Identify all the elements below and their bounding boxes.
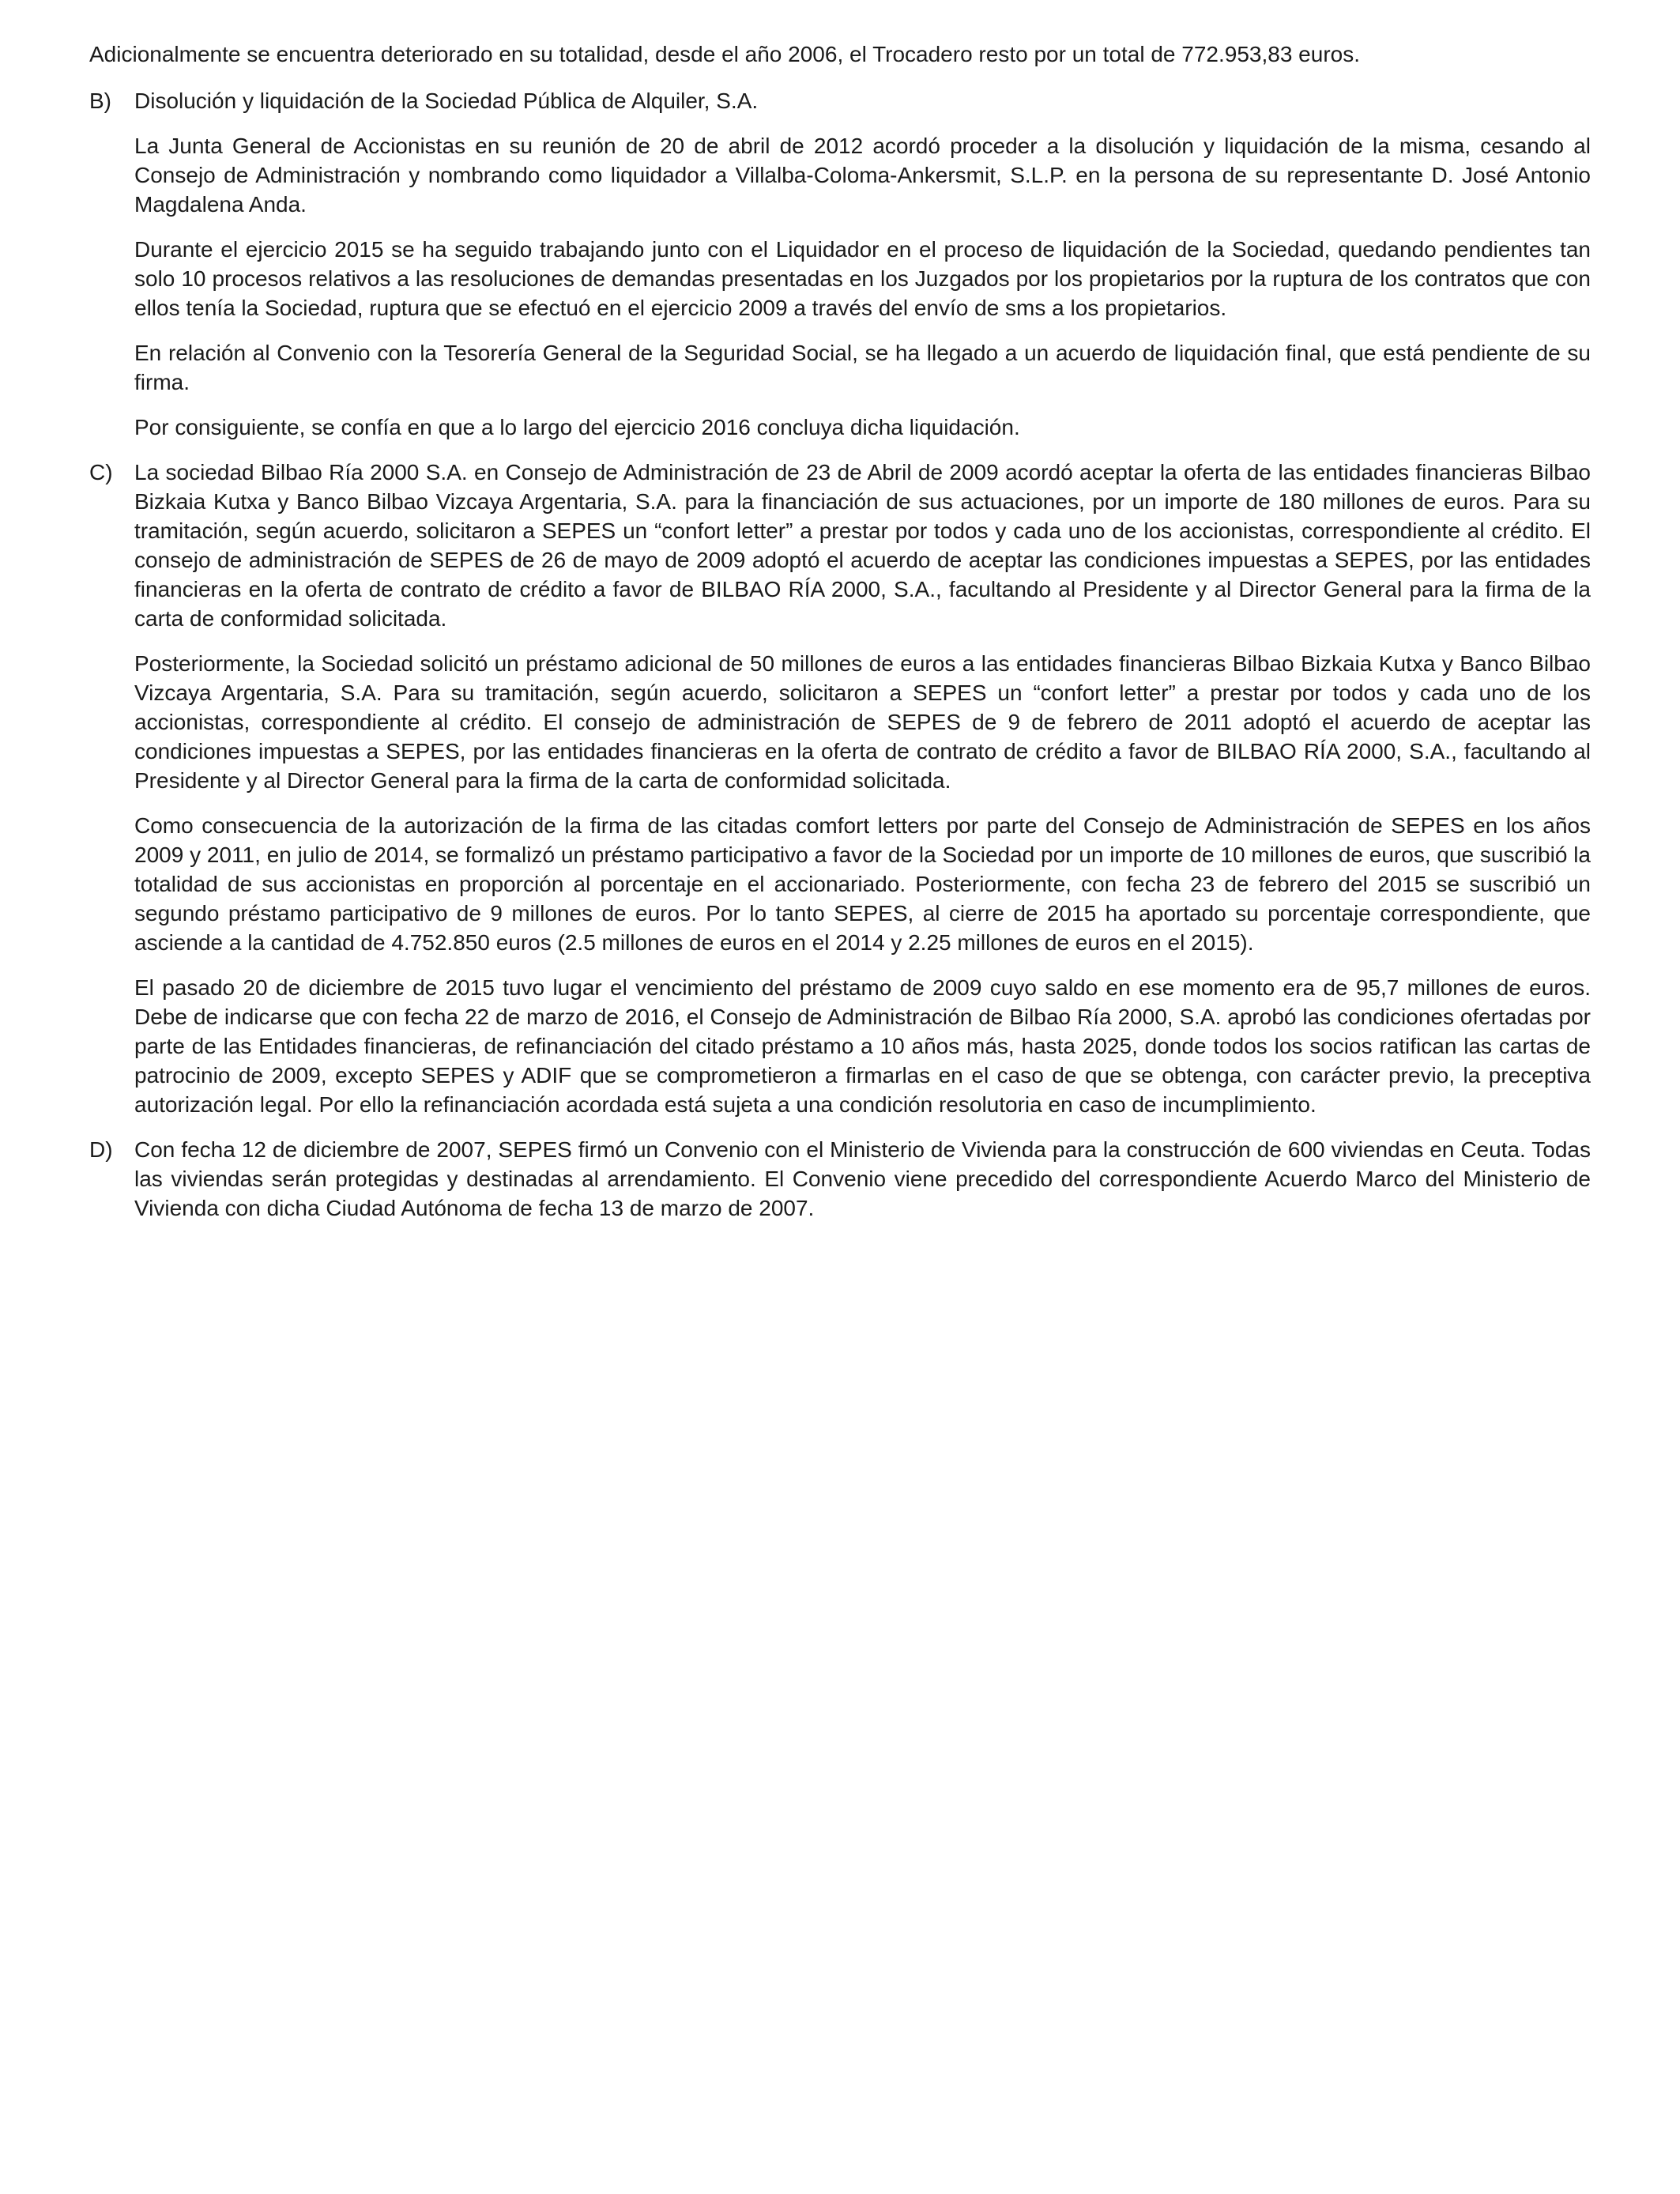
section-c	[89, 458, 1591, 1135]
section-c-paragraph-3: Como consecuencia de la autorización de la firma de las citadas comfort letters por parte del Consejo de Administración de SEPES en los años 2009 y 2011, en julio de 2014, se formalizó un préstamo participativo a favor de la Sociedad por un importe de 10 millones de euros, que suscribió la totalidad de sus accionistas en proporción al porcentaje en el accionariado. Posteriormente, con fecha 23 de febrero del 2015 se suscribió un segundo préstamo participativo de 9 millones de euros. Por lo tanto SEPES, al cierre de 2015 ha aportado su porcentaje correspondiente, que asciende a la cantidad de 4.752.850 euros (2.5 millones de euros en el 2014 y 2.25 millones de euros en el 2015).	[134, 813, 1591, 955]
section-b-content	[134, 86, 1591, 458]
section-c-paragraph-2: Posteriormente, la Sociedad solicitó un préstamo adicional de 50 millones de euros a las entidades financieras Bilbao Bizkaia Kutxa y Banco Bilbao Vizcaya Argentaria, S.A. Para su tramitación, según acuerdo, solicitaron a SEPES un “confort letter” a prestar por todos y cada uno de los accionistas, correspondiente al crédito. El consejo de administración de SEPES de 9 de febrero de 2011 adoptó el acuerdo de aceptar las condiciones impuestas a SEPES, por las entidades financieras en la oferta de contrato de crédito a favor de BILBAO RÍA 2000, S.A., facultando al Presidente y al Director General para la firma de la carta de conformidad solicitada.	[134, 651, 1591, 793]
section-c-content	[134, 458, 1591, 1135]
section-b-heading: Disolución y liquidación de la Sociedad Pública de Alquiler, S.A.	[134, 89, 759, 113]
section-d-content	[134, 1135, 1591, 1238]
section-d	[89, 1135, 1591, 1238]
section-c-label: C)	[89, 460, 113, 484]
section-b-paragraph-2: Durante el ejercicio 2015 se ha seguido trabajando junto con el Liquidador en el proceso de liquidación de la Sociedad, quedando pendientes tan solo 10 procesos relativos a las resoluciones de demandas presentadas en los Juzgados por los propietarios por la ruptura de los contratos que con ellos tenía la Sociedad, ruptura que se efectuó en el ejercicio 2009 a través del envío de sms a los propietarios.	[134, 237, 1591, 320]
section-b-label: B)	[89, 89, 111, 113]
section-d-label: D)	[89, 1137, 113, 1162]
intro-paragraph: Adicionalmente se encuentra deteriorado en su totalidad, desde el año 2006, el Trocadero resto por un total de 772.953,83 euros.	[89, 42, 1360, 66]
section-b	[89, 86, 1591, 458]
section-b-paragraph-3: En relación al Convenio con la Tesorería General de la Seguridad Social, se ha llegado a un acuerdo de liquidación final, que está pendiente de su firma.	[134, 341, 1591, 394]
section-b-paragraph-4: Por consiguiente, se confía en que a lo largo del ejercicio 2016 concluya dicha liquidación.	[134, 415, 1020, 439]
section-b-paragraph-1: La Junta General de Accionistas en su reunión de 20 de abril de 2012 acordó proceder a la disolución y liquidación de la misma, cesando al Consejo de Administración y nombrando como liquidador a Villalba-Coloma-Ankersmit, S.L.P. en la persona de su representante D. José Antonio Magdalena Anda.	[134, 134, 1591, 217]
section-c-paragraph-1: La sociedad Bilbao Ría 2000 S.A. en Consejo de Administración de 23 de Abril de 2009 acordó aceptar la oferta de las entidades financieras Bilbao Bizkaia Kutxa y Banco Bilbao Vizcaya Argentaria, S.A. para la financiación de sus actuaciones, por un importe de 180 millones de euros. Para su tramitación, según acuerdo, solicitaron a SEPES un “confort letter” a prestar por todos y cada uno de los accionistas, correspondiente al crédito. El consejo de administración de SEPES de 26 de mayo de 2009 adoptó el acuerdo de aceptar las condiciones impuestas a SEPES, por las entidades financieras en la oferta de contrato de crédito a favor de BILBAO RÍA 2000, S.A., facultando al Presidente y al Director General para la firma de la carta de conformidad solicitada.	[134, 460, 1591, 631]
section-d-paragraph-1: Con fecha 12 de diciembre de 2007, SEPES firmó un Convenio con el Ministerio de Vivienda para la construcción de 600 viviendas en Ceuta. Todas las viviendas serán protegidas y destinadas al arrendamiento. El Convenio viene precedido del correspondiente Acuerdo Marco del Ministerio de Vivienda con dicha Ciudad Autónoma de fecha 13 de marzo de 2007.	[134, 1137, 1591, 1220]
section-c-paragraph-4: El pasado 20 de diciembre de 2015 tuvo lugar el vencimiento del préstamo de 2009 cuyo saldo en ese momento era de 95,7 millones de euros. Debe de indicarse que con fecha 22 de marzo de 2016, el Consejo de Administración de Bilbao Ría 2000, S.A. aprobó las condiciones ofertadas por parte de las Entidades financieras, de refinanciación del citado préstamo a 10 años más, hasta 2025, donde todos los socios ratifican las cartas de patrocinio de 2009, excepto SEPES y ADIF que se comprometieron a firmarlas en el caso de que se obtenga, con carácter previo, la preceptiva autorización legal. Por ello la refinanciación acordada está sujeta a una condición resolutoria en caso de incumplimiento.	[134, 975, 1591, 1117]
